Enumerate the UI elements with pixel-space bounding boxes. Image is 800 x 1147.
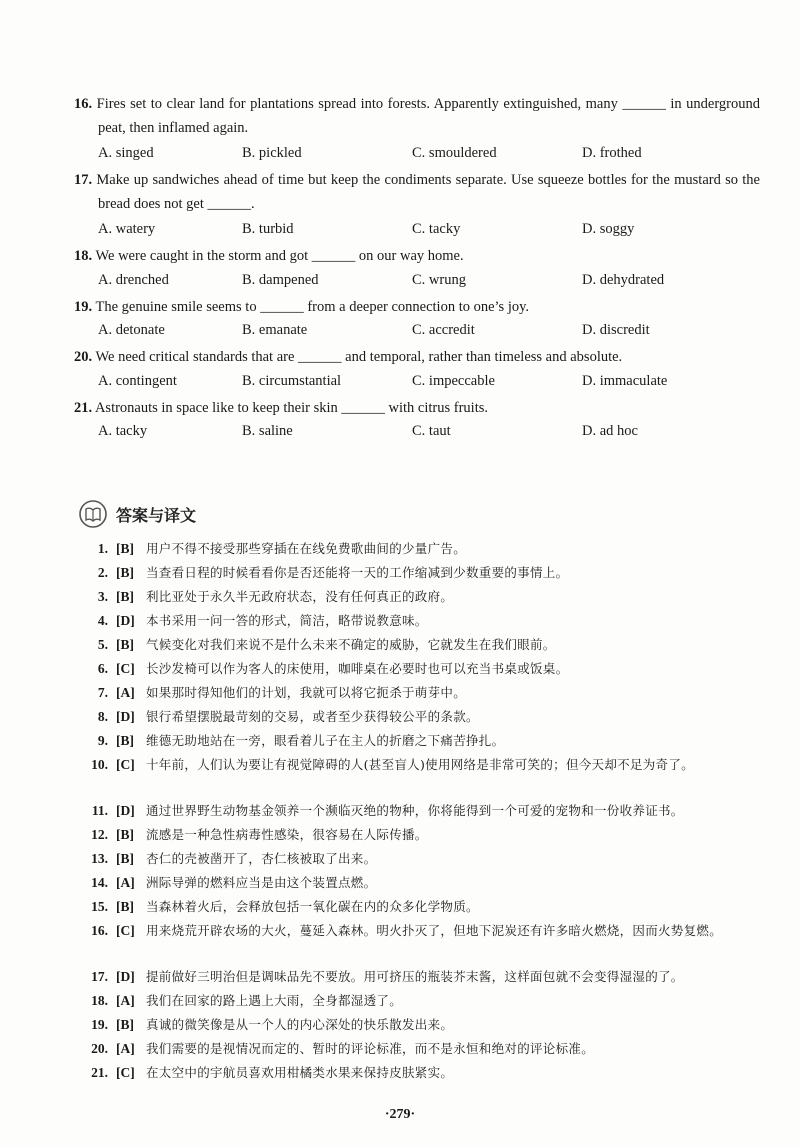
- answer-number: 2.: [97, 565, 108, 580]
- question-16: [74, 92, 760, 140]
- answer-translation: 本书采用一问一答的形式，简洁，略带说教意味。: [146, 613, 428, 628]
- answer-number: 4.: [97, 613, 108, 628]
- answer-translation: 提前做好三明治但是调味品先不要放。用可挤压的瓶装芥末酱，这样面包就不会变得湿湿的了。: [146, 969, 684, 984]
- answer-key: [D]: [116, 803, 135, 818]
- answer-translation: 维德无助地站在一旁，眼看着儿子在主人的折磨之下痛苦挣扎。: [146, 733, 505, 748]
- answer-number: 6.: [97, 661, 108, 676]
- option-c: C. tacky: [412, 221, 461, 237]
- option-b: B. dampened: [242, 272, 319, 288]
- answer-translation: 当森林着火后，会释放包括一氧化碳在内的众多化学物质。: [146, 899, 479, 914]
- answer-translation: 我们在回家的路上遇上大雨，全身都湿透了。: [146, 993, 403, 1008]
- option-a: A. drenched: [98, 272, 169, 288]
- answer-translation: 在太空中的宇航员喜欢用柑橘类水果来保持皮肤紧实。: [146, 1065, 454, 1080]
- question-number: 21.: [74, 400, 93, 416]
- question-stem: The genuine smile seems to ______ from a deeper connection to one’s joy.: [95, 299, 530, 315]
- option-c: C. impeccable: [412, 373, 495, 389]
- question-stem: Astronauts in space like to keep their skin ______ with citrus fruits.: [94, 400, 488, 416]
- answer-number: 20.: [91, 1041, 108, 1056]
- option-a: A. tacky: [98, 423, 148, 439]
- answer-key: [C]: [116, 923, 135, 938]
- answer-number: 19.: [91, 1017, 108, 1032]
- option-c: C. smouldered: [412, 145, 497, 161]
- option-d: D. soggy: [582, 221, 635, 237]
- option-a: A. contingent: [98, 373, 177, 389]
- answer-number: 10.: [91, 757, 108, 772]
- answer-number: 8.: [97, 709, 108, 724]
- answer-key: [B]: [116, 637, 134, 652]
- question-stem: We were caught in the storm and got ______ on our way home.: [95, 248, 464, 264]
- answer-number: 15.: [91, 899, 108, 914]
- answer-translation: 杏仁的壳被凿开了，杏仁核被取了出来。: [146, 851, 377, 866]
- option-b: B. saline: [242, 423, 293, 439]
- answer-number: 18.: [91, 993, 108, 1008]
- answer-key: [C]: [116, 661, 135, 676]
- answer-key: [D]: [116, 709, 135, 724]
- option-a: A. watery: [98, 221, 156, 237]
- question-number: 17.: [74, 172, 93, 188]
- answer-key: [D]: [116, 969, 135, 984]
- answer-number: 7.: [97, 685, 108, 700]
- options-21: [98, 423, 758, 445]
- question-21: [74, 396, 760, 420]
- question-17: [74, 168, 760, 216]
- answer-translation: 用来烧荒开辟农场的大火，蔓延入森林。明火扑灭了，但地下泥炭还有许多暗火燃烧，因而火势复燃。: [146, 923, 723, 938]
- question-stem: Fires set to clear land for plantations spread into forests. Apparently extinguished, many ______ in underground peat, then inflamed again.: [96, 96, 760, 136]
- answer-number: 16.: [91, 923, 108, 938]
- answer-key: [A]: [116, 1041, 135, 1056]
- answer-number: 11.: [91, 803, 108, 818]
- answer-key: [B]: [116, 565, 134, 580]
- question-number: 18.: [74, 248, 93, 264]
- options-20: [98, 373, 758, 395]
- answer-key: [B]: [116, 851, 134, 866]
- question-number: 20.: [74, 349, 93, 365]
- answer-number: 9.: [97, 733, 108, 748]
- question-20: [74, 345, 760, 369]
- answer-key: [D]: [116, 613, 135, 628]
- answer-key: [B]: [116, 899, 134, 914]
- option-c: C. accredit: [412, 322, 475, 338]
- question-stem: Make up sandwiches ahead of time but keep the condiments separate. Use squeeze bottles for the mustard so the bread does not get ______.: [96, 172, 760, 212]
- page-number: ·279·: [384, 1107, 416, 1122]
- answer-translation: 当查看日程的时候看看你是否还能将一天的工作缩减到少数重要的事情上。: [146, 565, 569, 580]
- option-c: C. taut: [412, 423, 451, 439]
- option-a: A. detonate: [98, 322, 165, 338]
- answer-translation: 利比亚处于永久半无政府状态，没有任何真正的政府。: [146, 589, 454, 604]
- answer-key: [C]: [116, 757, 135, 772]
- options-18: [98, 272, 758, 294]
- answer-translation: 真诚的微笑像是从一个人的内心深处的快乐散发出来。: [146, 1017, 454, 1032]
- answer-number: 3.: [97, 589, 108, 604]
- answer-translation: 银行希望摆脱最苛刻的交易，或者至少获得较公平的条款。: [146, 709, 479, 724]
- option-d: D. frothed: [582, 145, 642, 161]
- open-book-icon: [78, 499, 108, 529]
- answer-translation: 我们需要的是视情况而定的、暂时的评论标准，而不是永恒和绝对的评论标准。: [146, 1041, 595, 1056]
- answer-key: [A]: [116, 993, 135, 1008]
- answer-translation: 十年前，人们认为要让有视觉障碍的人(甚至盲人)使用网络是非常可笑的；但今天却不足为奇了。: [146, 757, 694, 772]
- answer-translation: 流感是一种急性病毒性感染，很容易在人际传播。: [146, 827, 428, 842]
- option-b: B. turbid: [242, 221, 294, 237]
- answer-translation: 通过世界野生动物基金领养一个濒临灭绝的物种，你将能得到一个可爱的宠物和一份收养证书。: [146, 803, 684, 818]
- option-c: C. wrung: [412, 272, 466, 288]
- answer-translation: 用户不得不接受那些穿插在在线免费歌曲间的少量广告。: [146, 541, 467, 556]
- answer-translation: 如果那时得知他们的计划，我就可以将它扼杀于萌芽中。: [146, 685, 467, 700]
- answer-translation: 气候变化对我们来说不是什么未来不确定的威胁，它就发生在我们眼前。: [146, 637, 556, 652]
- option-d: D. immaculate: [582, 373, 668, 389]
- answer-number: 1.: [97, 541, 108, 556]
- answer-translation: 长沙发椅可以作为客人的床使用，咖啡桌在必要时也可以充当书桌或饭桌。: [146, 661, 569, 676]
- answer-number: 12.: [91, 827, 108, 842]
- option-d: D. discredit: [582, 322, 650, 338]
- answer-key: [A]: [116, 685, 135, 700]
- answer-number: 17.: [91, 969, 108, 984]
- answer-number: 21.: [91, 1065, 108, 1080]
- question-stem: We need critical standards that are ______ and temporal, rather than timeless and absolute.: [95, 349, 623, 365]
- answer-key: [B]: [116, 827, 134, 842]
- answer-number: 5.: [97, 637, 108, 652]
- answer-key: [C]: [116, 1065, 135, 1080]
- answer-key: [B]: [116, 589, 134, 604]
- answers-section-header: [78, 496, 196, 532]
- question-19: [74, 295, 760, 319]
- answer-key: [A]: [116, 875, 135, 890]
- option-b: B. pickled: [242, 145, 302, 161]
- option-d: D. dehydrated: [582, 272, 665, 288]
- answer-number: 13.: [91, 851, 108, 866]
- answer-key: [B]: [116, 1017, 134, 1032]
- option-b: B. emanate: [242, 322, 308, 338]
- question-number: 16.: [74, 96, 93, 112]
- answer-key: [B]: [116, 541, 134, 556]
- options-17: [98, 221, 758, 243]
- question-number: 19.: [74, 299, 93, 315]
- option-d: D. ad hoc: [582, 423, 638, 439]
- option-a: A. singed: [98, 145, 154, 161]
- options-16: [98, 145, 758, 167]
- answer-number: 14.: [91, 875, 108, 890]
- answer-key: [B]: [116, 733, 134, 748]
- options-19: [98, 322, 758, 344]
- section-title: 答案与译文: [116, 505, 197, 525]
- option-b: B. circumstantial: [242, 373, 342, 389]
- answer-translation: 洲际导弹的燃料应当是由这个装置点燃。: [146, 875, 377, 890]
- question-18: [74, 244, 760, 268]
